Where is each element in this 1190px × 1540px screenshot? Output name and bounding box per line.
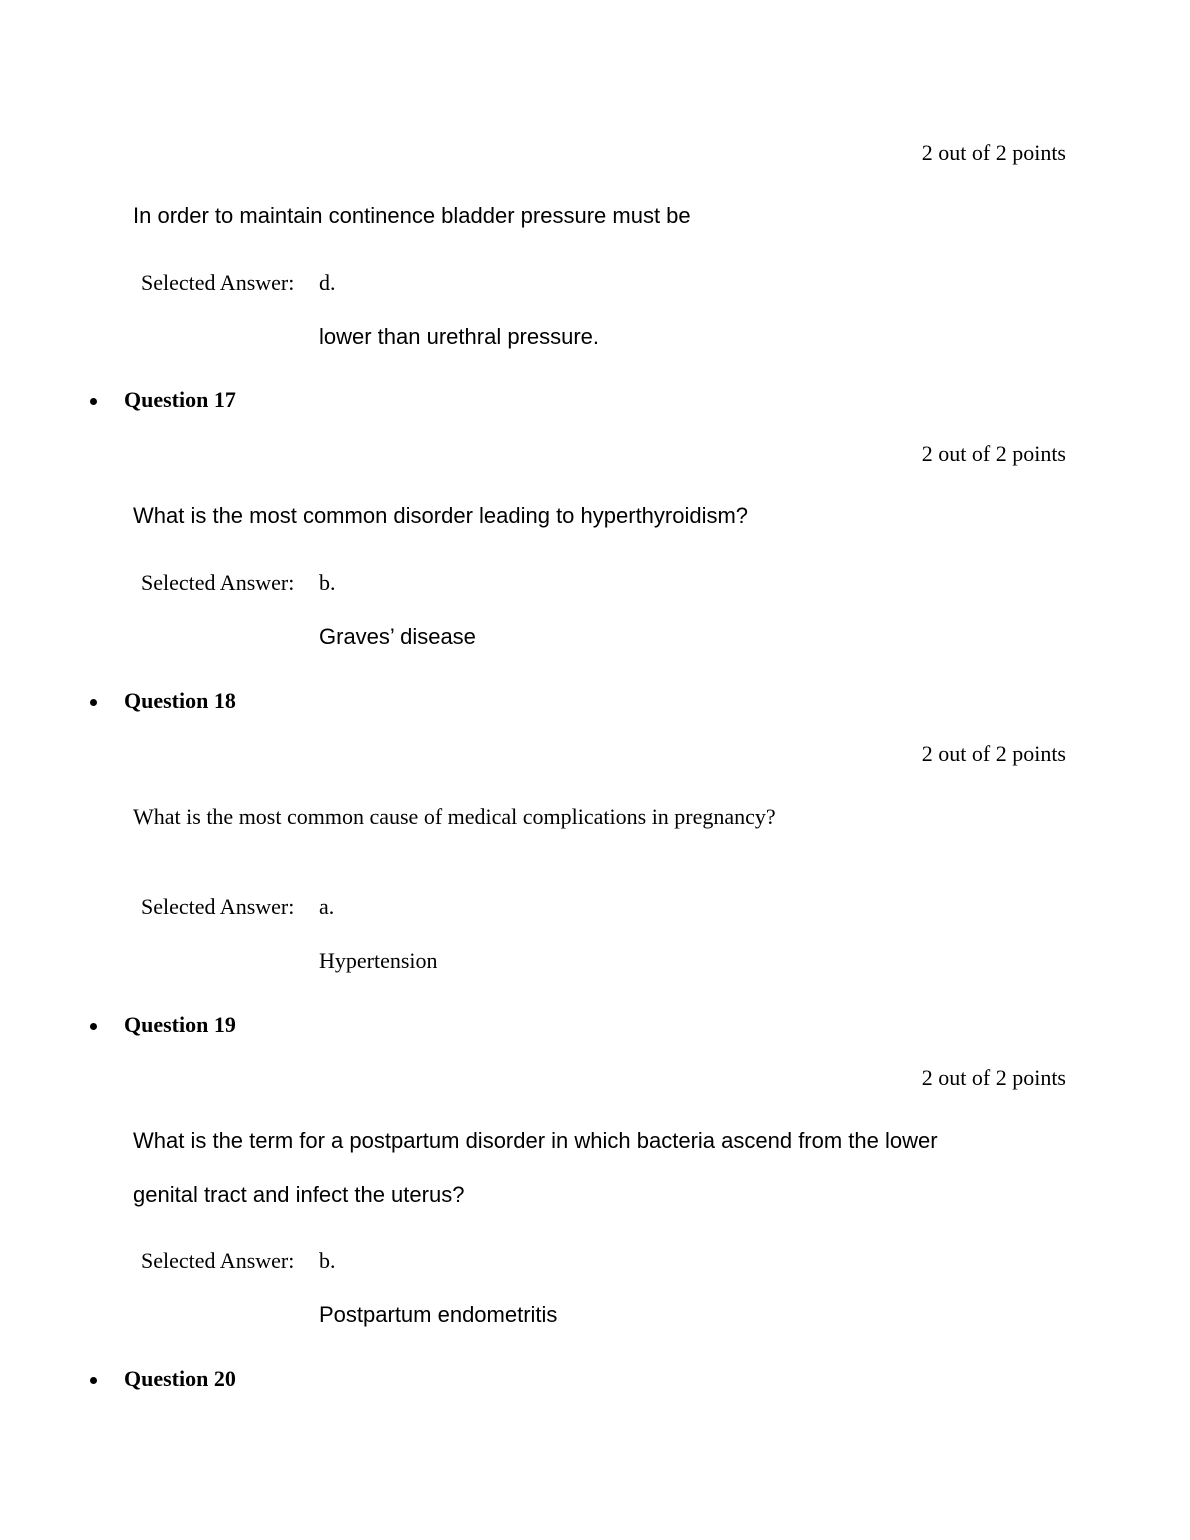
bullet-icon <box>90 699 97 706</box>
selected-answer-label-q19: Selected Answer: <box>141 1248 295 1273</box>
points-q17: 2 out of 2 points <box>921 441 1066 466</box>
selected-answer-letter-q19: b. <box>319 1248 336 1273</box>
selected-answer-text-q16: lower than urethral pressure. <box>319 324 600 349</box>
bullet-icon <box>90 1377 97 1384</box>
selected-answer-label-q16: Selected Answer: <box>141 270 295 295</box>
bullet-icon <box>90 1023 97 1030</box>
selected-answer-letter-q18: a. <box>319 894 335 919</box>
question-prompt-q19-line1: What is the term for a postpartum disorder in which bacteria ascend from the lower <box>133 1128 938 1153</box>
selected-answer-text-q18: Hypertension <box>319 948 438 973</box>
question-prompt-q19-line2: genital tract and infect the uterus? <box>133 1182 465 1207</box>
question-heading-19: Question 19 <box>124 1012 236 1037</box>
selected-answer-text-q17: Graves’ disease <box>319 624 476 649</box>
bullet-icon <box>90 398 97 405</box>
question-heading-20: Question 20 <box>124 1366 236 1391</box>
selected-answer-text-q19: Postpartum endometritis <box>319 1302 558 1327</box>
points-q18: 2 out of 2 points <box>921 741 1066 766</box>
points-q16: 2 out of 2 points <box>921 140 1066 165</box>
selected-answer-letter-q16: d. <box>319 270 336 295</box>
question-heading-18: Question 18 <box>124 688 236 713</box>
selected-answer-label-q18: Selected Answer: <box>141 894 295 919</box>
question-prompt-q18: What is the most common cause of medical complications in pregnancy? <box>133 804 776 829</box>
selected-answer-label-q17: Selected Answer: <box>141 570 295 595</box>
points-q19: 2 out of 2 points <box>921 1065 1066 1090</box>
selected-answer-letter-q17: b. <box>319 570 336 595</box>
question-prompt-q16: In order to maintain continence bladder pressure must be <box>133 203 691 228</box>
question-prompt-q17: What is the most common disorder leading to hyperthyroidism? <box>133 503 749 528</box>
question-heading-17: Question 17 <box>124 387 236 412</box>
